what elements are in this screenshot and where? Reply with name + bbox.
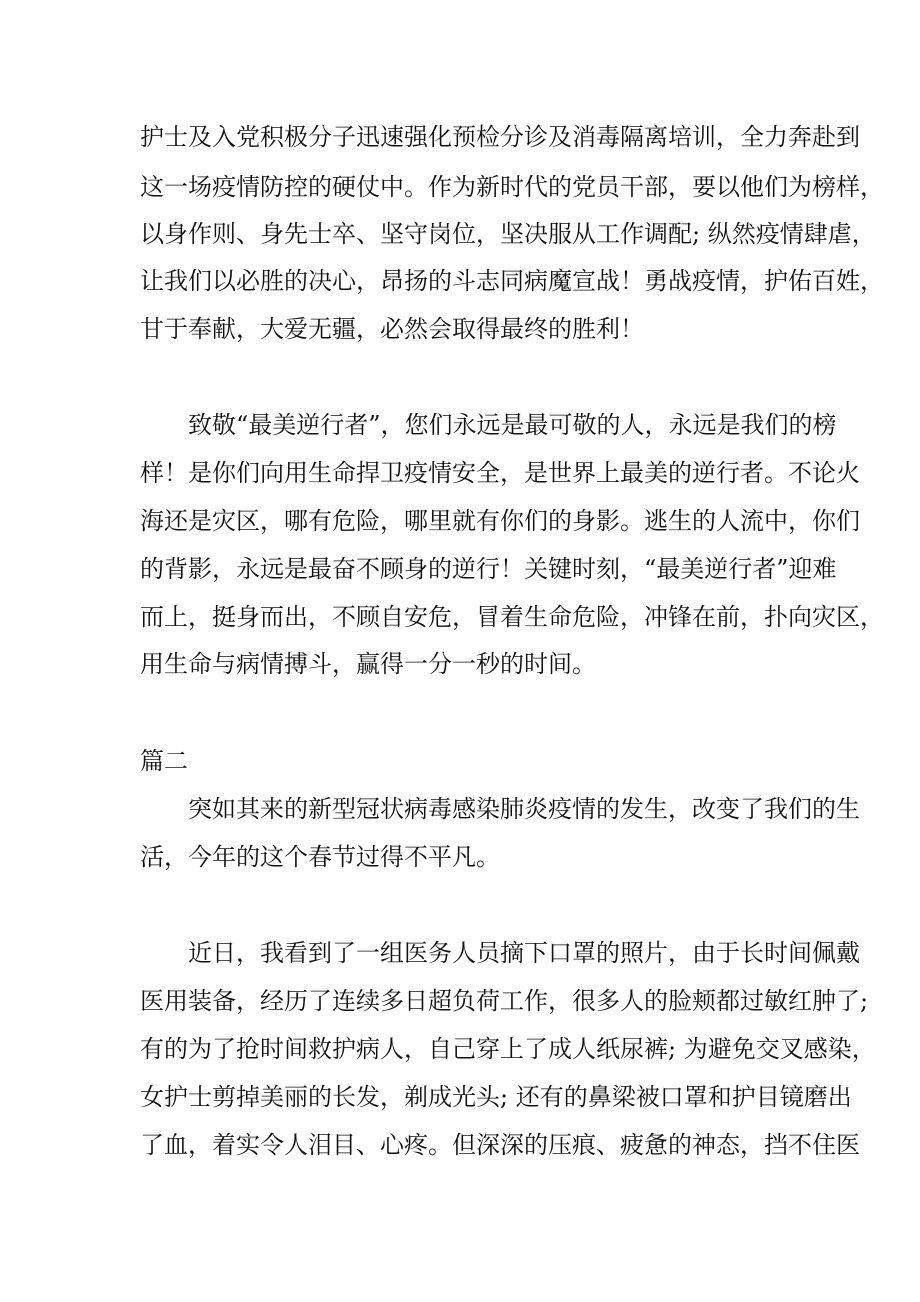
paragraph-1-line-1: 护士及入党积极分子迅速强化预检分诊及消毒隔离培训，全力奔赴到 xyxy=(140,123,860,151)
paragraph-2-line-2: 样！是你们向用生命捍卫疫情安全，是世界上最美的逆行者。不论火 xyxy=(140,459,860,487)
paragraph-2-line-5: 而上，挺身而出，不顾自安危，冒着生命危险，冲锋在前，扑向灾区， xyxy=(140,603,884,631)
paragraph-2-line-1: 致敬“最美逆行者”，您们永远是最可敬的人，永远是我们的榜 xyxy=(188,411,837,439)
paragraph-1-line-3: 以身作则、身先士卒、坚守岗位，坚决服从工作调配; 纵然疫情肆虐， xyxy=(140,220,876,248)
paragraph-1-line-2: 这一场疫情防控的硬仗中。作为新时代的党员干部，要以他们为榜样， xyxy=(140,173,884,201)
paragraph-3-line-1: 突如其来的新型冠状病毒感染肺炎疫情的发生，改变了我们的生 xyxy=(188,795,860,823)
paragraph-4-line-3: 有的为了抢时间救护病人，自己穿上了成人纸尿裤; 为避免交叉感染， xyxy=(140,1035,876,1063)
paragraph-3-line-2: 活，今年的这个春节过得不平凡。 xyxy=(140,843,500,871)
paragraph-2-line-3: 海还是灾区，哪有危险，哪里就有你们的身影。逃生的人流中，你们 xyxy=(140,507,860,535)
paragraph-1-line-5: 甘于奉献，大爱无疆，必然会取得最终的胜利！ xyxy=(140,315,644,343)
paragraph-2-line-4: 的背影，永远是最奋不顾身的逆行！关键时刻，“最美逆行者”迎难 xyxy=(140,555,837,583)
paragraph-4-line-2: 医用装备，经历了连续多日超负荷工作，很多人的脸颊都过敏红肿了; xyxy=(140,987,869,1015)
paragraph-4-line-4: 女护士剪掉美丽的长发，剃成光头; 还有的鼻梁被口罩和护目镜磨出 xyxy=(140,1083,852,1111)
section-heading: 篇二 xyxy=(140,747,188,775)
paragraph-4-line-5: 了血，着实令人泪目、心疼。但深深的压痕、疲惫的神态，挡不住医 xyxy=(140,1131,860,1159)
paragraph-2-line-6: 用生命与病情搏斗，赢得一分一秒的时间。 xyxy=(140,650,596,678)
paragraph-4-line-1: 近日，我看到了一组医务人员摘下口罩的照片，由于长时间佩戴 xyxy=(188,939,860,967)
paragraph-1-line-4: 让我们以必胜的决心，昂扬的斗志同病魔宣战！勇战疫情，护佑百姓， xyxy=(140,267,884,295)
